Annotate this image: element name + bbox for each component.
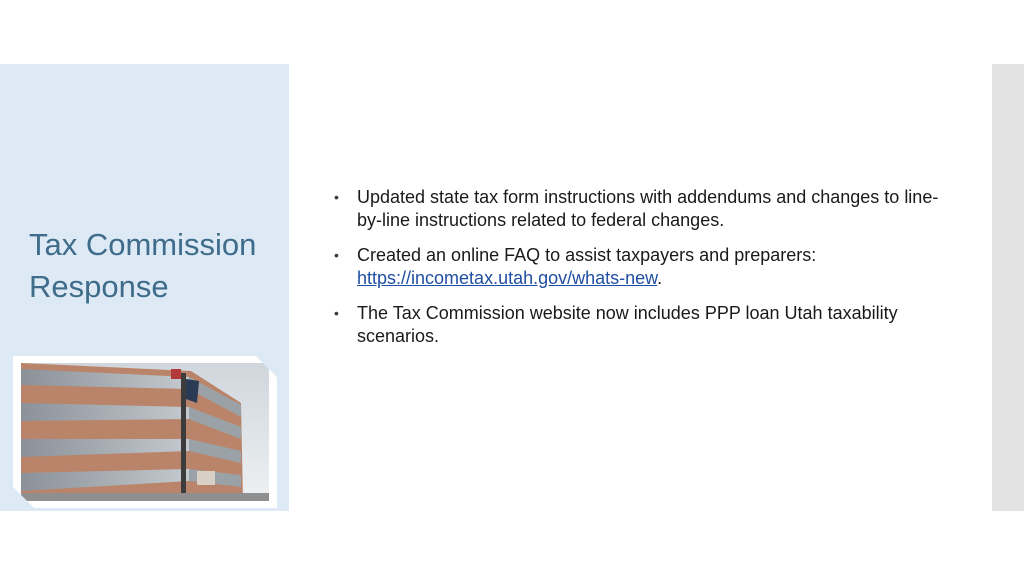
right-strip [992, 64, 1024, 511]
building-photo-icon [21, 363, 269, 501]
slide-title: Tax Commission Response [29, 227, 257, 304]
bullet-icon: • [334, 247, 339, 263]
building-photo-frame [13, 356, 277, 508]
content-area [332, 186, 942, 360]
bullet-text: Created an online FAQ to assist taxpayers and preparers: [357, 245, 817, 265]
bullet-text: The Tax Commission website now includes PPP loan Utah taxability scenarios. [357, 303, 898, 346]
bullet-text-end: . [657, 268, 663, 288]
bullet-item [332, 302, 942, 348]
faq-link[interactable]: https://incometax.utah.gov/whats-new [357, 268, 658, 288]
bullet-icon: • [334, 305, 339, 321]
bullet-text: Updated state tax form instructions with addendums and changes to line-by-line instructions related to federal changes. [357, 187, 939, 230]
bullet-icon: • [334, 189, 339, 205]
bullet-list [332, 186, 942, 348]
bullet-item [332, 186, 942, 232]
bullet-item [332, 244, 942, 290]
